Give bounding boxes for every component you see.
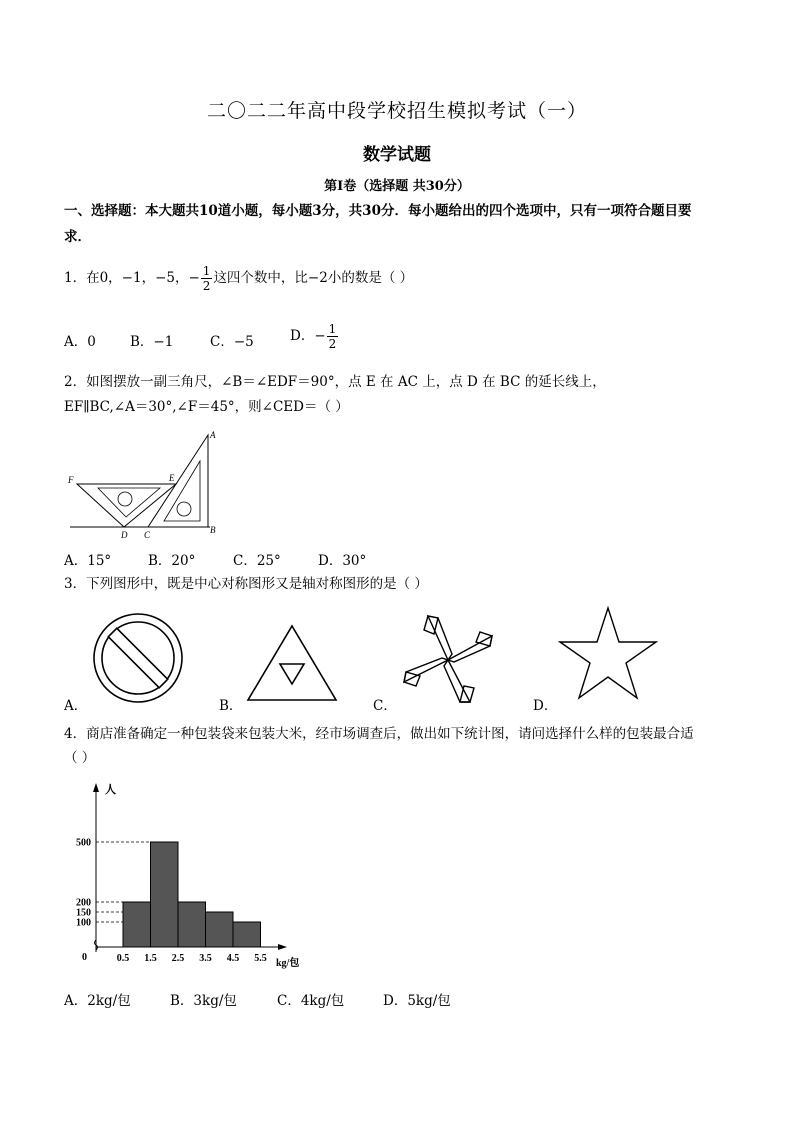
section-line-2: 求．	[64, 229, 91, 245]
section-instructions	[64, 198, 734, 250]
label-b: B	[210, 525, 216, 535]
q1-option-c[interactable]: C．−5	[210, 334, 254, 350]
q2-option-a[interactable]: A．15°	[64, 553, 112, 569]
q4-option-c[interactable]: C．4kg/包	[277, 993, 345, 1009]
q1-fraction	[201, 264, 213, 293]
q1-d-frac-num: 1	[328, 322, 337, 336]
x-tick-label: 3.5	[199, 953, 212, 964]
bars-layer	[123, 842, 261, 947]
question-2-line-1: 2．如图摆放一副三角尺，∠B＝∠EDF＝90°，点 E 在 AC 上，点 D 在 BC 的延长线上，	[64, 374, 606, 390]
histogram-chart	[60, 780, 320, 975]
q1-prefix: 1．在0，−1，−5，−	[64, 270, 200, 286]
q1-d-frac-den: 2	[328, 337, 337, 351]
y-axis-label: 人	[105, 784, 116, 796]
label-a: A	[210, 430, 216, 440]
y-tick-label: 500	[76, 837, 91, 849]
q1-option-d-prefix: D．−	[290, 328, 326, 344]
label-d: D	[121, 530, 128, 540]
q1-suffix: 这四个数中，比−2小的数是（ ）	[213, 270, 414, 286]
label-e: E	[169, 473, 175, 483]
question-3-stem: 3．下列图形中，既是中心对称图形又是轴对称图形的是（ ）	[64, 576, 428, 592]
q3-figure-pinwheel	[398, 614, 498, 706]
question-4-line-2: （ ）	[64, 750, 96, 766]
q3-figure-no-sign	[90, 610, 186, 706]
origin-label: 0	[82, 952, 87, 963]
volume-title: 第Ⅰ卷（选择题 共30分）	[324, 179, 470, 194]
x-axis-label: kg/包	[276, 958, 300, 969]
y-axis-arrow	[93, 783, 99, 792]
q1-frac-num: 1	[202, 264, 211, 278]
y-tick-label: 100	[76, 917, 91, 929]
histogram-bar	[206, 912, 234, 947]
section-line-1: 一、选择题：本大题共10道小题，每小题3分，共30分．每小题给出的四个选项中，只有一项符合题目要	[64, 203, 692, 219]
q4-option-d[interactable]: D．5kg/包	[383, 993, 451, 1009]
histogram-bar	[151, 842, 179, 947]
x-axis-arrow	[278, 944, 287, 950]
q3-option-c[interactable]: C．	[373, 698, 397, 714]
q2-option-b[interactable]: B．20°	[148, 553, 196, 569]
q3-figure-triangle	[244, 622, 340, 704]
histogram-bar	[233, 922, 261, 947]
q4-option-b[interactable]: B．3kg/包	[170, 993, 237, 1009]
question-4-line-1: 4．商店准备确定一种包装袋来包装大米，经市场调查后，做出如下统计图，请问选择什么样的包装最合适	[64, 726, 694, 742]
y-ticks-layer	[76, 838, 91, 929]
q3-option-a[interactable]: A．	[64, 698, 88, 714]
x-tick-label: 5.5	[254, 953, 267, 964]
question-1-stem	[64, 264, 413, 293]
triangle-ruler-figure	[60, 425, 230, 545]
label-f: F	[68, 475, 74, 485]
subject-title: 数学试题	[363, 145, 431, 165]
q3-option-d[interactable]: D．	[533, 698, 558, 714]
label-c: C	[144, 530, 151, 540]
y-tick-label: 200	[76, 897, 91, 909]
x-tick-label: 1.5	[144, 953, 157, 964]
q3-figure-star	[558, 606, 658, 702]
x-tick-label: 0.5	[116, 953, 130, 964]
q1-frac-den: 2	[202, 279, 211, 293]
q1-option-a[interactable]: A．0	[64, 334, 96, 350]
histogram-bar	[123, 902, 151, 947]
q2-option-c[interactable]: C．25°	[233, 553, 281, 569]
q1-option-d[interactable]	[290, 322, 339, 351]
histogram-bar	[178, 902, 206, 947]
x-tick-label: 4.5	[226, 953, 240, 964]
q1-option-b[interactable]: B．−1	[130, 334, 174, 350]
question-2-line-2: EF∥BC,∠A＝30°,∠F＝45°，则∠CED＝（ ）	[64, 399, 349, 415]
q4-option-a[interactable]: A．2kg/包	[64, 993, 131, 1009]
x-tick-label: 2.5	[171, 953, 185, 964]
y-tick-label: 150	[76, 907, 91, 919]
q3-option-b[interactable]: B．	[219, 698, 243, 714]
x-ticks-layer	[117, 953, 267, 964]
exam-title: 二〇二二年高中段学校招生模拟考试（一）	[206, 100, 587, 122]
q2-option-d[interactable]: D．30°	[318, 553, 367, 569]
